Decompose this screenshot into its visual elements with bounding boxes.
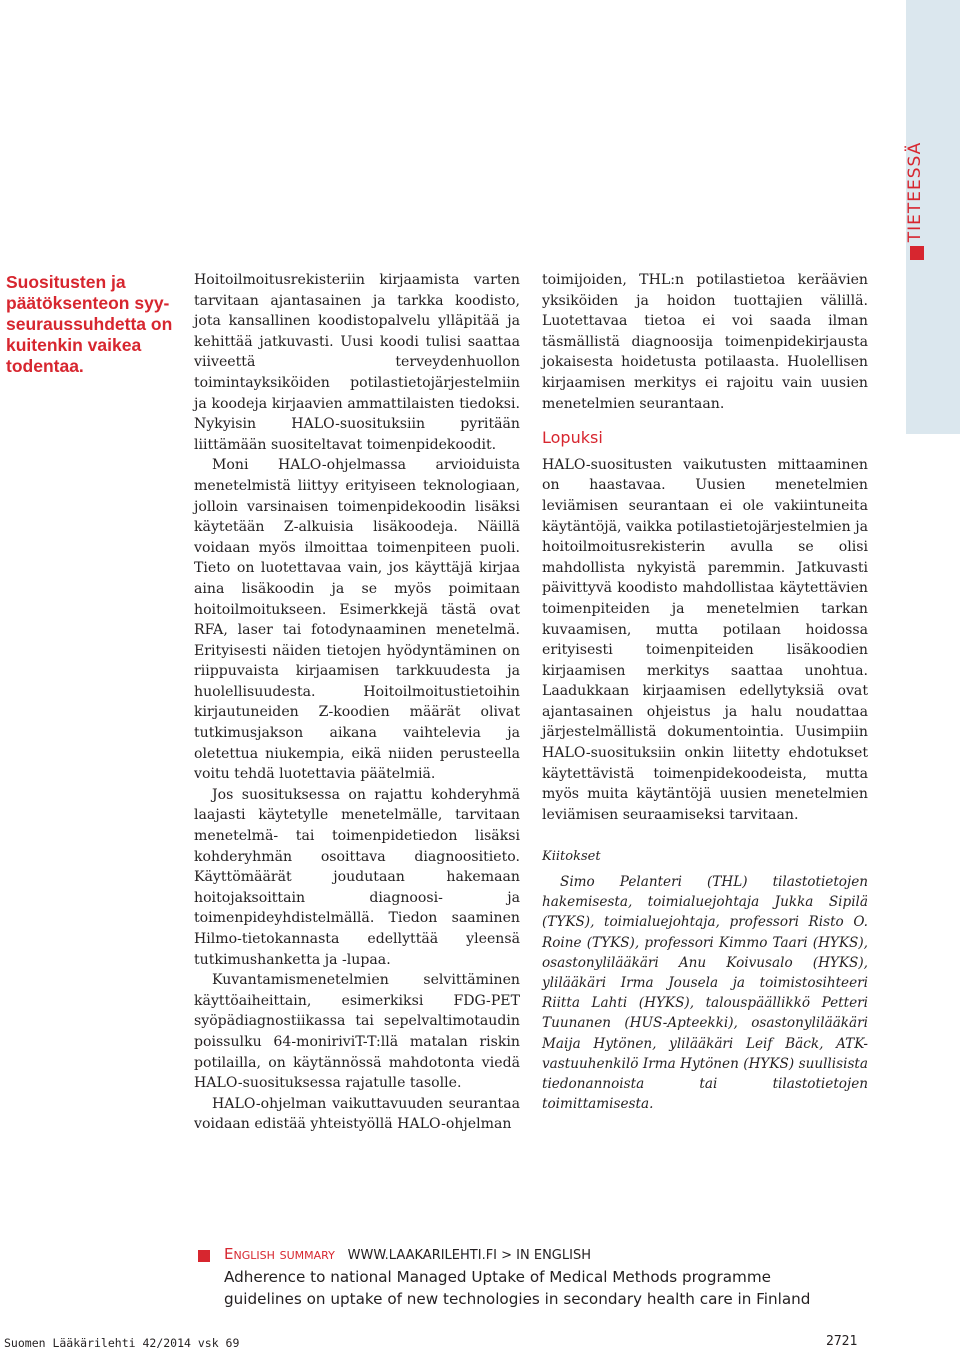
section-heading: Lopuksi: [542, 428, 603, 448]
article-column-1: [194, 270, 520, 1135]
footer-journal: Suomen Lääkärilehti 42/2014 vsk 69: [4, 1336, 240, 1350]
acknowledgements-heading: Kiitokset: [542, 849, 601, 865]
paragraph: Kuvantamismenetelmien selvittäminen käyttöaiheittain, esimerkiksi FDG-PET syöpädiagnostiikassa tai sepelvaltimotaudin poissulku 64-moniriviT-T:llä matalan riskin potilailla, on käytännössä mahdotonta viedä HALO-suosituksessa rajatulle tasolle.: [194, 972, 520, 1092]
paragraph: HALO-ohjelman vaikuttavuuden seurantaa voidaan edistää yhteistyöllä HALO-ohjelman: [194, 1095, 520, 1133]
english-summary-link[interactable]: WWW.LAAKARILEHTI.FI > IN ENGLISH: [347, 1248, 591, 1263]
english-summary-line-2: guidelines on uptake of new technologies in secondary health care in Finland: [224, 1290, 811, 1308]
summary-marker-square: [198, 1250, 210, 1262]
section-label: TIETEESSÄ: [905, 141, 925, 243]
paragraph: HALO-suositusten vaikutusten mittaaminen on haastavaa. Uusien menetelmien leviämisen seurantaan ei ole vakiintuneita käytäntöjä, vaikka potilastietojärjestelmien ja hoitoilmoitusrekisterin avulla se olisi mahdollista nykyistä paremmin. Jatkuvasti päivittyvä koodisto mahdollistaa käytettävien toimenpiteiden ja menetelmien tarkan kuvaamisen, mutta potilaan hoidossa erityisesti toimenpiteiden lisäkoodien kirjaamisen merkitys saattaa unohtua. Laadukkaan kirjaamisen edellytyksiä ovat ajantasainen ohjeistus ja halu noudattaa järjestelmällistä dokumentointia. Uusimpiin HALO-suosituksiin onkin liitetty ehdotukset käytettävistä toimenpidekoodeista, mutta myös muita käytäntöjä uusien menetelmien leviämisen seuraamiseksi tarvitaan.: [542, 456, 868, 823]
english-summary-header: [224, 1245, 591, 1263]
paragraph: Moni HALO-ohjelmassa arvioiduista menetelmistä liittyy erityiseen teknologiaan, jolloin varsinaisen toimenpidekoodin lisäksi käytetään Z-alkuisia lisäkoodeja. Näillä voidaan myös ilmoittaa toimenpiteen puoli. Tieto on luotettavaa vain, jos käyttäjä kirjaa aina lisäkoodin ja se myös poimitaan hoitoilmoitukseen. Esimerkkejä tästä ovat RFA, laser tai fotodynaaminen menetelmä. Erityisesti näiden tietojen hyödyntäminen on riippuvaista kirjaamisen tarkkuudesta ja huolellisuudesta. Hoitoilmoitustietoihin kirjautuneiden Z-koodien määrät olivat tutkimusjakson aikana vaihtelevia ja oletettua niukempia, eikä niiden perusteella voitu tehdä luotettavia päätelmiä.: [194, 457, 520, 783]
article-column-2: [542, 270, 868, 1114]
paragraph: Hoitoilmoitusrekisteriin kirjaamista varten tarvitaan ajantasainen ja tarkka koodisto, jota kansallinen koodistopalvelu ylläpitää ja kehittää jatkuvasti. Uusi koodi tulisi saattaa viiveettä terveydenhuollon toimintayksiköiden potilastietojärjestelmiin ja koodeja kirjaavien ammattilaisten tiedoksi. Nykyisin HALO-suosituksiin pyritään liittämään suositeltavat toimenpidekoodit.: [194, 272, 520, 453]
english-summary-title: English summary: [224, 1245, 335, 1263]
paragraph: toimijoiden, THL:n potilastietoa keräävien yksiköiden ja hoidon tuottajien välillä. Luotettavaa tietoa ei voi saada ilman täsmällistä diagnoosija toimenpidekirjausta jokaisesta hoidetusta potilaasta. Huolellisen kirjaamisen merkitys ei rajoitu vain uusien menetelmien seurantaan.: [542, 272, 868, 412]
footer-page-number: 2721: [826, 1334, 858, 1349]
paragraph: Jos suosituksessa on rajattu kohderyhmä laajasti käytetylle menetelmälle, tarvitaan menetelmä- tai toimenpidetiedon lisäksi kohderyhmän osoittava diagnoositieto. Käyttömäärät joudutaan hakemaan hoitojaksoittain diagnoosi- ja toimenpideyhdistelmällä. Tiedon saaminen Hilmo-tietokannasta edellyttää yleensä tutkimushanketta ja -lupaa.: [194, 786, 520, 968]
english-summary-line-1: Adherence to national Managed Uptake of Medical Methods programme: [224, 1268, 771, 1286]
acknowledgements-text: Simo Pelanteri (THL) tilastotietojen hakemisesta, toimialuejohtaja Jukka Sipilä (TYKS), toimialuejohtaja, professori Risto O. Roine (TYKS), professori Kimmo Taari (HYKS), osastonylilääkäri Anu Koivusalo (HYKS), ylilääkäri Irma Jousela ja toimistosihteeri Riitta Lahti (HYKS), talouspäällikkö Petteri Tuunanen (HUS-Apteekki), osastonylilääkäri Maija Hytönen, ylilääkäri Leif Bäck, ATK-vastuuhenkilö Irma Hytönen (HYKS) suullisista tiedonannoista tai tilastotietojen toimittamisesta.: [542, 874, 868, 1113]
pull-quote: Suositusten ja päätöksenteon syy-seuraussuhdetta on kuitenkin vaikea todentaa.: [6, 272, 173, 376]
